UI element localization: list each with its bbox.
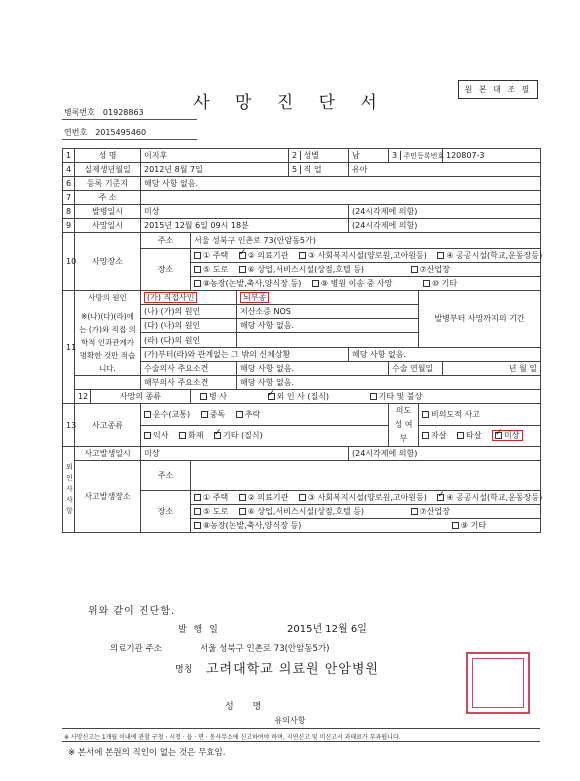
gender-label: 성별 (303, 151, 320, 160)
name-label: 성 명 (75, 149, 141, 163)
cause-ga-value: 뇌부종 (240, 292, 269, 303)
issue-date-value: 2015년 12월 6일 (287, 624, 367, 635)
intent-label: 의도성 여부 (389, 404, 419, 447)
checkbox-icon (423, 280, 430, 287)
checkbox-icon (370, 393, 377, 400)
birth-label: 실제생년월일 (75, 163, 141, 177)
checkbox-icon (457, 432, 464, 439)
intent-options-row-2: 자살 타살 ✓ 미상 (419, 425, 541, 447)
accident-place-type-label: 장소 (141, 491, 191, 533)
checkbox-icon (144, 411, 151, 418)
checkbox-icon (411, 508, 418, 515)
cause-ga-value-cell (237, 291, 419, 305)
cause-label: 사망의 원인 (88, 293, 127, 302)
accident-place-options-row-2: ⑤ 도로 ⑥ 상업,서비스시설(상점,호텔 등) ⑦산업장 (191, 505, 541, 519)
checkbox-icon (312, 280, 319, 287)
rrn-value: 120807-3 (443, 149, 541, 163)
surgery-value: 해당 사항 없음. (237, 361, 389, 375)
checkbox-checked-icon (495, 432, 502, 439)
accident-time-note: (24시각제에 의함) (349, 447, 541, 461)
issue-date-label: 발 행 일 (178, 625, 220, 635)
checkbox-icon (452, 522, 459, 529)
job-value: 유아 (349, 163, 541, 177)
checkbox-icon (194, 252, 201, 259)
checkbox-checked-icon (239, 252, 246, 259)
surgery-date-value: 년 월 일 (443, 361, 541, 375)
death-kind-options: 병 사 ✓ 외 인 사 (질식) 기타 및 불상 (191, 390, 541, 404)
checkbox-icon (200, 393, 207, 400)
checkbox-icon (299, 494, 306, 501)
cause-na-label: (나) (가)의 원인 (141, 305, 237, 319)
original-verified-box: 원 본 대 조 필 (458, 80, 538, 99)
accident-time-value: 미상 (141, 447, 349, 461)
declaration: 위와 같이 진단함. (88, 606, 176, 617)
external-cause-label: 외인사 사항 (63, 447, 75, 533)
notes-heading: 유의사항 (274, 716, 306, 725)
accident-addr-value (191, 461, 541, 491)
surgery-date-label: 수술 연월일 (389, 361, 443, 375)
reg-base-value: 해당 사항 없음. (141, 177, 541, 191)
record-number (64, 107, 144, 118)
cause-label-cell (75, 291, 141, 376)
accident-place-options-row-1: ① 주택 ② 의료기관 ③ 사회복지시설(양로원,고아원등) ✓ ④ 공공시설(학교,운동장등) (191, 491, 541, 505)
address-value (141, 191, 541, 205)
checkbox-icon (422, 411, 429, 418)
place-options-row-2: ⑤ 도로 ⑥ 상업,서비스시설(상점,호텔 등) ⑦산업장 (191, 263, 541, 277)
birth-value: 2012년 8월 7일 (141, 163, 289, 177)
serial-number (64, 127, 146, 138)
accident-addr-label: 주소 (141, 461, 191, 491)
checkbox-icon (194, 266, 201, 273)
job-label: 직 업 (303, 165, 322, 174)
accident-place-options-row-3: ⑧농장(논밭,축사,양식장 등) ⑨ 기타 (191, 519, 541, 533)
institution-address-label: 의료기관 주소 (110, 644, 162, 654)
institution-address-value: 서울 성북구 인촌로 73(안암동5가) (200, 644, 330, 654)
death-time-label: 사망일시 (75, 219, 141, 233)
cause-na-value: 저산소증 NOS (237, 305, 419, 319)
onset-label: 발병일시 (75, 205, 141, 219)
official-seal (466, 652, 530, 714)
checkbox-checked-icon (214, 432, 221, 439)
cause-da-label: (다) (나)의 원인 (141, 319, 237, 333)
checkbox-icon (239, 494, 246, 501)
institution-name-value: 고려대학교 의료원 안암병원 (206, 662, 379, 677)
cause-ga-label-cell (141, 291, 237, 305)
checkbox-icon (437, 252, 444, 259)
death-time-note: (24시각제에 의함) (349, 219, 541, 233)
cause-note: ※(나)(다)(라)에는 (가)와 직접 의학적 인과관계가 명확한 것만 적습니다. (79, 312, 136, 373)
signature-label: 성 명 (225, 702, 270, 712)
death-kind-label: 사망의 종류 (91, 390, 191, 404)
checkbox-icon (201, 411, 208, 418)
name-value: 이지후 (141, 149, 289, 163)
record-number-label: 병록번호 (64, 108, 95, 117)
place-addr-label: 주소 (141, 233, 191, 249)
checkbox-checked-icon (437, 494, 444, 501)
place-addr-value: 서울 성북구 인촌로 73(안암동5가) (191, 233, 541, 249)
autopsy-label: 해부의사 주요소견 (141, 376, 237, 390)
cause-ga-label: (가) 직접사인 (144, 292, 197, 303)
onset-value: 미상 (141, 205, 349, 219)
death-certificate-table: 1 성 명 이지후 2 성별 남 3 주민등록번호 120807-3 4 실제생년월일 2012년 8월 7일 5 직 업 유아 6 등록 기준지 해당 사항 없음. 7 주 소 8 발병일시 미상 (24시각제에 의함) 9 사망일시 2015년 12월 6일 09시 18분 (24시각제에 의함) 10 사망장소 주소 서울 성북구 인촌로 73(안암동5가) 장소 ① 주택 ✓ ② 의료기관 ③ 사회복지시설(양로원,고아원등) ④ 공공시설(학교,운동장등) ⑤ 도로 ⑥ 상업,서비스시설(상점,호텔 등) ⑦산업장 ⑧농장(논밭,축사,양식장 등) ⑨ 병원 이송 중 사망 ⑩ 기타 11 사망의 원인 ※(나)(다)(라)에는 (가)와 직접 의학적 인과관계가 명확한 것만 적습니다. (가) 직접사인 뇌부종 발병부터 사망까지의 기간 (나) (가)의 원인 저산소증 NOS (다) (나)의 원인 해당 사항 없음. (라) (다)의 원인 (가)부터(라)와 관계없는 그 밖의 신체상황 해당 사항 없음. 수술의사 주요소견 해당 사항 없음. 수술 연월일 년 월 일 해부의사 주요소견 해당 사항 없음. 12 사망의 종류 병 사 ✓ 외 인 사 (질식) 기타 및 불상 13 사고종류 운수(교통) 중독 추락 의도성 여부 비의도적 사고 익사 화재 ✓ 기타 (질식) 자살 타살 ✓ 미상 외인사 사항 사고발생일시 미상 (24시각제에 의함) 사고발생장소 주소 장소 ① 주택 ② 의료기관 ③ 사회복지시설(양로원,고아원등) ✓ ④ 공공시설(학교,운동장등) ⑤ 도로 ⑥ 상업,서비스시설(상점,호텔 등) ⑦산업장 ⑧농장(논밭,축사,양식장 등) ⑨ 기타 (62, 148, 541, 533)
institution-name-label: 명칭 (175, 665, 193, 675)
place-type-label: 장소 (141, 249, 191, 291)
interval-label: 발병부터 사망까지의 기간 (419, 291, 541, 348)
other-condition-label: (가)부터(라)와 관계없는 그 밖의 신체상황 (141, 347, 349, 361)
place-label: 사망장소 (75, 233, 141, 291)
checkbox-icon (411, 266, 418, 273)
onset-note: (24시각제에 의함) (349, 205, 541, 219)
cause-da-value: 해당 사항 없음. (237, 319, 419, 333)
accident-options-row-2: 익사 화재 ✓ 기타 (질식) (141, 425, 389, 447)
serial-number-value: 2015495460 (95, 128, 147, 137)
checkbox-icon (194, 508, 201, 515)
accident-kind-label: 사고종류 (75, 404, 141, 447)
checkbox-icon (194, 522, 201, 529)
address-label: 주 소 (75, 191, 141, 205)
death-time-value: 2015년 12월 6일 09시 18분 (141, 219, 349, 233)
checkbox-icon (144, 432, 151, 439)
accident-place-label: 사고발생장소 (75, 461, 141, 533)
cause-ra-label: (라) (다)의 원인 (141, 333, 237, 347)
place-options-row-3: ⑧농장(논밭,축사,양식장 등) ⑨ 병원 이송 중 사망 ⑩ 기타 (191, 277, 541, 291)
serial-number-label: 연번호 (64, 128, 88, 137)
reg-base-label: 등록 기준지 (75, 177, 141, 191)
rrn-label: 주민등록번호 (403, 151, 445, 160)
seal-pattern (472, 658, 524, 708)
checkbox-icon (239, 266, 246, 273)
checkbox-icon (299, 252, 306, 259)
checkbox-icon (239, 508, 246, 515)
notes-text: ※ 사망신고는 1개월 이내에 관할 구청 · 시청 · 읍 · 면 · 동사무소에 신고하여야 하며, 지연신고 및 미신고시 과태료가 부과됩니다. (64, 734, 401, 741)
validity-note: ※ 본서에 본원의 직인이 없는 것은 무효임. (68, 748, 226, 758)
record-number-value: 01928863 (102, 108, 144, 117)
document-title: 사 망 진 단 서 (193, 93, 387, 113)
accident-time-label: 사고발생일시 (75, 447, 141, 461)
intent-option-unintentional: 비의도적 사고 (419, 404, 541, 426)
other-condition-value: 해당 사항 없음. (349, 347, 541, 361)
checkbox-icon (179, 432, 186, 439)
checkbox-icon (236, 411, 243, 418)
checkbox-icon (194, 280, 201, 287)
place-options-row-1: ① 주택 ✓ ② 의료기관 ③ 사회복지시설(양로원,고아원등) ④ 공공시설(학교,운동장등) (191, 249, 541, 263)
gender-value: 남 (349, 149, 389, 163)
accident-options-row-1: 운수(교통) 중독 추락 (141, 404, 389, 426)
checkbox-icon (194, 494, 201, 501)
checkbox-icon (422, 432, 429, 439)
cause-ra-value (237, 333, 419, 347)
surgery-label: 수술의사 주요소견 (141, 361, 237, 375)
checkbox-checked-icon (268, 393, 275, 400)
autopsy-value: 해당 사항 없음. (237, 376, 541, 390)
intent-unknown-highlight: ✓ 미상 (492, 430, 522, 441)
